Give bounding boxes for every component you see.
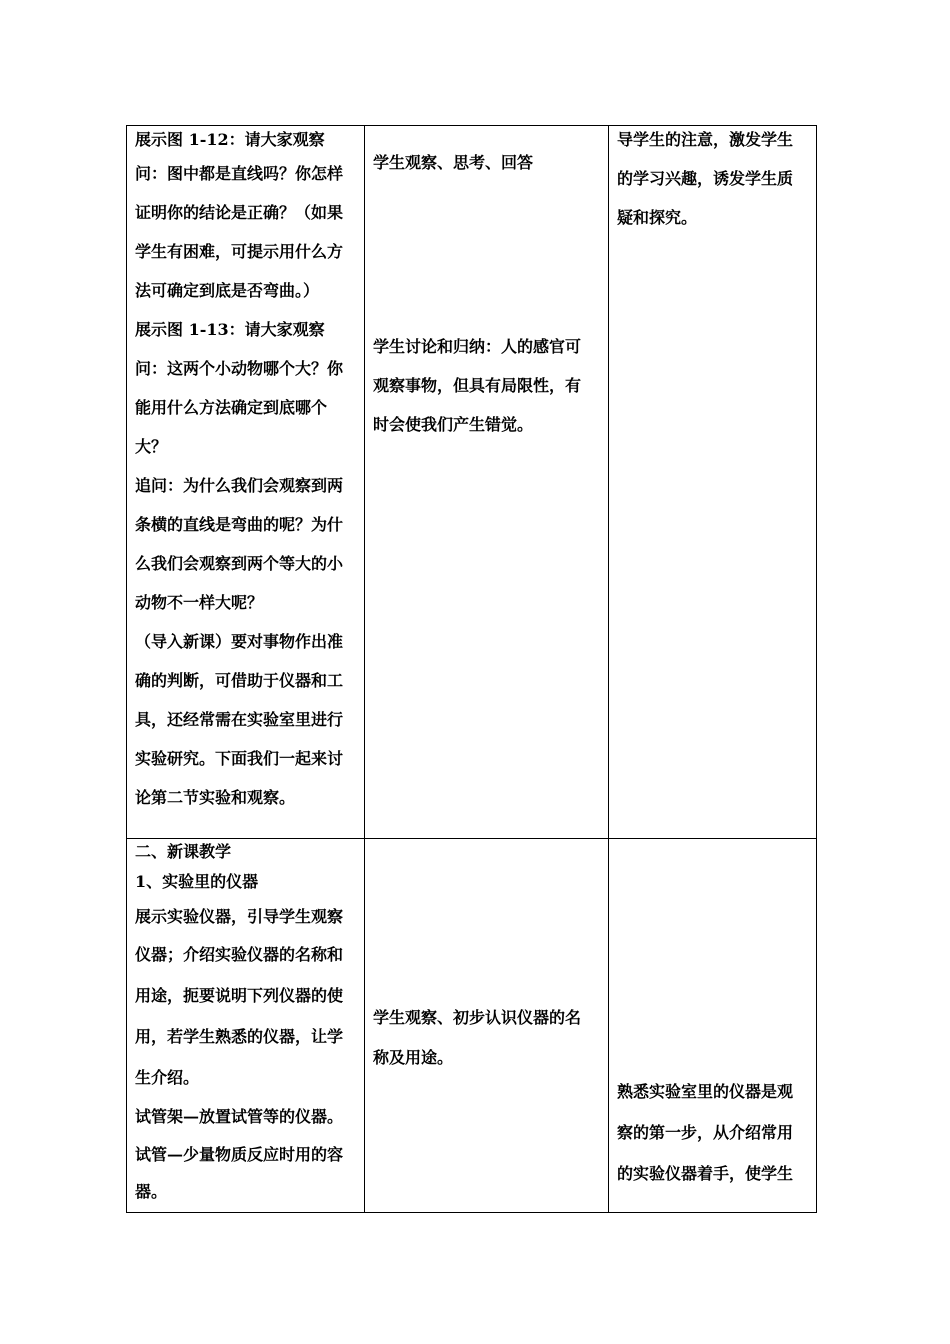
text-line: 熟悉实验室里的仪器是观 (617, 1082, 794, 1101)
table-row (127, 126, 817, 839)
text-line: 动物不一样大呢？ (135, 593, 264, 612)
text-line: 展示图 1-13：请大家观察 (135, 320, 325, 339)
student-activity-cell (365, 126, 609, 839)
text-line: 确的判断，可借助于仪器和工 (135, 671, 344, 690)
text-line: 论第二节实验和观察。 (135, 788, 296, 807)
text-line: 具，还经常需在实验室里进行 (135, 710, 344, 729)
subsection-heading: 1、实验里的仪器 (135, 872, 259, 891)
text-line: 实验研究。下面我们一起来讨 (135, 749, 344, 768)
design-intent-cell (609, 839, 817, 1213)
teacher-activity-cell (127, 839, 365, 1213)
teacher-activity-cell (127, 126, 365, 839)
text-line: 观察事物，但具有局限性，有 (373, 376, 582, 395)
text-line: 证明你的结论是正确？（如果 (135, 203, 344, 222)
text-line: 学生讨论和归纳：人的感官可 (373, 337, 582, 356)
text-line: 大？ (135, 437, 168, 456)
text-line: （导入新课）要对事物作出准 (135, 632, 344, 651)
text-line: 时会使我们产生错觉。 (373, 415, 534, 434)
text-line: 生介绍。 (135, 1068, 200, 1087)
text-line: 么我们会观察到两个等大的小 (135, 554, 344, 573)
text-line: 能用什么方法确定到底哪个 (135, 398, 328, 417)
text-line: 追问：为什么我们会观察到两 (135, 476, 344, 495)
design-intent-cell (609, 126, 817, 839)
student-activity-cell (365, 839, 609, 1213)
text-line: 问：图中都是直线吗？你怎样 (135, 164, 344, 183)
text-line: 疑和探究。 (617, 208, 698, 227)
text-line: 导学生的注意，激发学生 (617, 130, 794, 149)
text-line: 用，若学生熟悉的仪器，让学 (135, 1027, 344, 1046)
text-line: 条横的直线是弯曲的呢？为什 (135, 515, 344, 534)
text-line: 器。 (135, 1182, 168, 1201)
text-line: 用途，扼要说明下列仪器的使 (135, 986, 344, 1005)
text-line: 试管架—放置试管等的仪器。 (135, 1107, 344, 1126)
text-line: 察的第一步，从介绍常用 (617, 1123, 794, 1142)
section-heading: 二、新课教学 (135, 842, 232, 861)
text-line: 展示实验仪器，引导学生观察 (135, 907, 344, 926)
text-line: 的实验仪器着手，使学生 (617, 1164, 794, 1183)
text-line: 展示图 1-12：请大家观察 (135, 130, 325, 149)
text-line: 法可确定到底是否弯曲。） (135, 281, 320, 300)
text-line: 问：这两个小动物哪个大？你 (135, 359, 344, 378)
text-line: 学生观察、初步认识仪器的名 (373, 1008, 582, 1027)
text-line: 试管—少量物质反应时用的容 (135, 1145, 344, 1164)
lesson-plan-table (126, 125, 817, 1213)
table-row (127, 839, 817, 1213)
text-line: 的学习兴趣，诱发学生质 (617, 169, 794, 188)
text-line: 学生观察、思考、回答 (373, 153, 534, 172)
text-line: 仪器；介绍实验仪器的名称和 (135, 945, 344, 964)
text-line: 学生有困难，可提示用什么方 (135, 242, 344, 261)
text-line: 称及用途。 (373, 1048, 454, 1067)
